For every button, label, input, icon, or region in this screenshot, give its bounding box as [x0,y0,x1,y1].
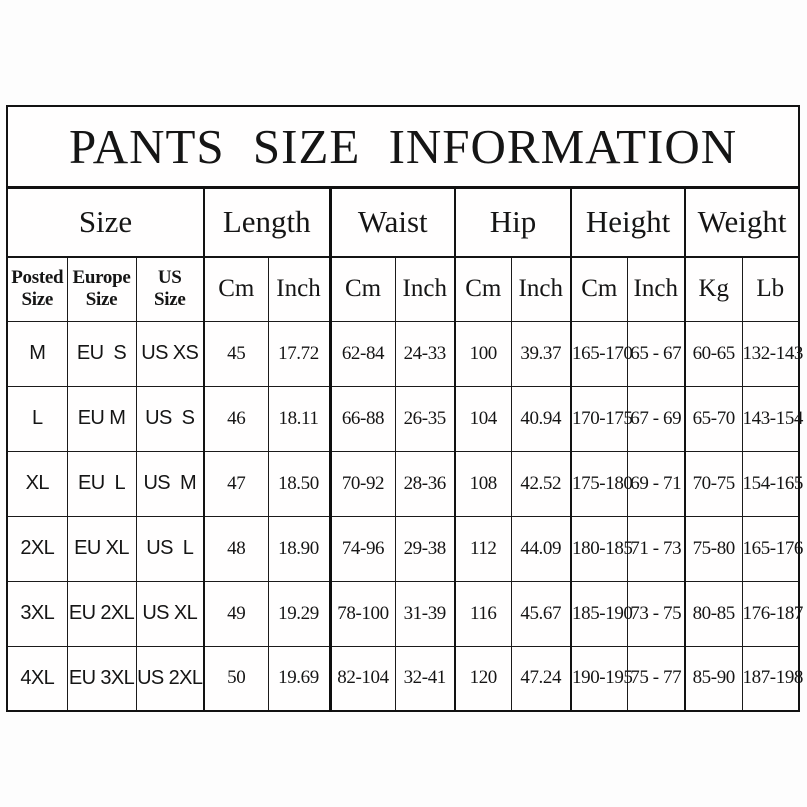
subheader-line: Size [85,289,118,311]
cell-waist-inch: 32-41 [395,646,455,711]
cell-length-cm: 47 [204,451,268,516]
cell-waist-inch: 31-39 [395,581,455,646]
cell-height-inch: 73 - 75 [627,581,685,646]
cell-height-inch: 67 - 69 [627,386,685,451]
cell-weight-lb: 187-198 [742,646,799,711]
cell-waist-inch: 28-36 [395,451,455,516]
cell-waist-cm: 74-96 [330,516,395,581]
cell-height-inch: 69 - 71 [627,451,685,516]
cell-hip-cm: 116 [455,581,511,646]
size-row-4xl [7,646,799,711]
cell-weight-kg: 80-85 [685,581,742,646]
pants-size-table [6,105,804,712]
cell-hip-inch: 40.94 [511,386,571,451]
cell-length-cm: 48 [204,516,268,581]
cell-length-inch: 18.11 [268,386,330,451]
cell-waist-cm: 62-84 [330,321,395,386]
cell-weight-lb: 165-176 [742,516,799,581]
cell-posted-size: 2XL [7,516,67,581]
cell-us-size: US S [136,386,204,451]
cell-us-size: US 2XL [136,646,204,711]
cell-posted-size: 3XL [7,581,67,646]
size-row-m [7,321,799,386]
cell-length-inch: 18.90 [268,516,330,581]
cell-weight-lb: 176-187 [742,581,799,646]
cell-hip-cm: 104 [455,386,511,451]
cell-waist-inch: 26-35 [395,386,455,451]
cell-length-cm: 50 [204,646,268,711]
cell-hip-inch: 42.52 [511,451,571,516]
page-title-text: PANTS SIZE INFORMATION [68,118,738,174]
subheader-line: Size [153,289,186,311]
title-row [7,106,799,187]
cell-europe-size: EU 3XL [67,646,136,711]
subheader-hip-inch: Inch [511,257,571,321]
cell-us-size: US M [136,451,204,516]
cell-weight-lb: 132-143 [742,321,799,386]
cell-waist-cm: 82-104 [330,646,395,711]
cell-weight-kg: 65-70 [685,386,742,451]
subheader-posted-size [7,257,67,321]
cell-hip-cm: 100 [455,321,511,386]
cell-us-size: US XS [136,321,204,386]
cell-europe-size: EU XL [67,516,136,581]
subheader-waist-cm: Cm [330,257,395,321]
subheader-weight-kg: Kg [685,257,742,321]
cell-length-inch: 19.29 [268,581,330,646]
group-header-height: Height [571,187,685,257]
page-title [7,106,799,187]
column-group-header-row [7,187,799,257]
cell-waist-cm: 78-100 [330,581,395,646]
cell-height-cm: 165-170 [571,321,627,386]
group-header-size: Size [7,187,204,257]
cell-posted-size: 4XL [7,646,67,711]
subheader-height-inch: Inch [627,257,685,321]
subheader-us-size [136,257,204,321]
cell-waist-cm: 70-92 [330,451,395,516]
cell-hip-inch: 44.09 [511,516,571,581]
cell-waist-inch: 24-33 [395,321,455,386]
cell-height-inch: 71 - 73 [627,516,685,581]
cell-height-cm: 185-190 [571,581,627,646]
cell-hip-cm: 120 [455,646,511,711]
cell-us-size: US XL [136,581,204,646]
cell-height-cm: 175-180 [571,451,627,516]
cell-posted-size: M [7,321,67,386]
cell-length-inch: 17.72 [268,321,330,386]
cell-length-inch: 19.69 [268,646,330,711]
cell-hip-inch: 39.37 [511,321,571,386]
subheader-hip-cm: Cm [455,257,511,321]
sub-header-row [7,257,799,321]
subheader-europe-size [67,257,136,321]
cell-waist-cm: 66-88 [330,386,395,451]
cell-weight-kg: 85-90 [685,646,742,711]
cell-height-inch: 75 - 77 [627,646,685,711]
cell-posted-size: L [7,386,67,451]
cell-waist-inch: 29-38 [395,516,455,581]
cell-height-cm: 180-185 [571,516,627,581]
cell-weight-kg: 75-80 [685,516,742,581]
cell-europe-size: EU M [67,386,136,451]
cell-hip-inch: 47.24 [511,646,571,711]
cell-hip-cm: 108 [455,451,511,516]
cell-length-cm: 46 [204,386,268,451]
cell-posted-size: XL [7,451,67,516]
subheader-weight-lb: Lb [742,257,799,321]
subheader-height-cm: Cm [571,257,627,321]
cell-europe-size: EU S [67,321,136,386]
subheader-line: US [157,266,182,288]
group-header-waist: Waist [330,187,455,257]
group-header-length: Length [204,187,330,257]
subheader-length-cm: Cm [204,257,268,321]
cell-length-cm: 49 [204,581,268,646]
cell-height-cm: 170-175 [571,386,627,451]
cell-weight-lb: 143-154 [742,386,799,451]
cell-weight-kg: 60-65 [685,321,742,386]
size-row-3xl [7,581,799,646]
size-row-l [7,386,799,451]
cell-europe-size: EU L [67,451,136,516]
subheader-line: Europe [72,266,131,288]
size-row-xl [7,451,799,516]
cell-length-inch: 18.50 [268,451,330,516]
subheader-waist-inch: Inch [395,257,455,321]
cell-height-inch: 65 - 67 [627,321,685,386]
cell-hip-cm: 112 [455,516,511,581]
group-header-hip: Hip [455,187,571,257]
subheader-line: Posted [11,266,64,288]
cell-weight-lb: 154-165 [742,451,799,516]
cell-weight-kg: 70-75 [685,451,742,516]
cell-length-cm: 45 [204,321,268,386]
group-header-weight: Weight [685,187,799,257]
cell-europe-size: EU 2XL [67,581,136,646]
cell-us-size: US L [136,516,204,581]
subheader-length-inch: Inch [268,257,330,321]
size-row-2xl [7,516,799,581]
cell-hip-inch: 45.67 [511,581,571,646]
subheader-line: Size [21,289,53,311]
cell-height-cm: 190-195 [571,646,627,711]
